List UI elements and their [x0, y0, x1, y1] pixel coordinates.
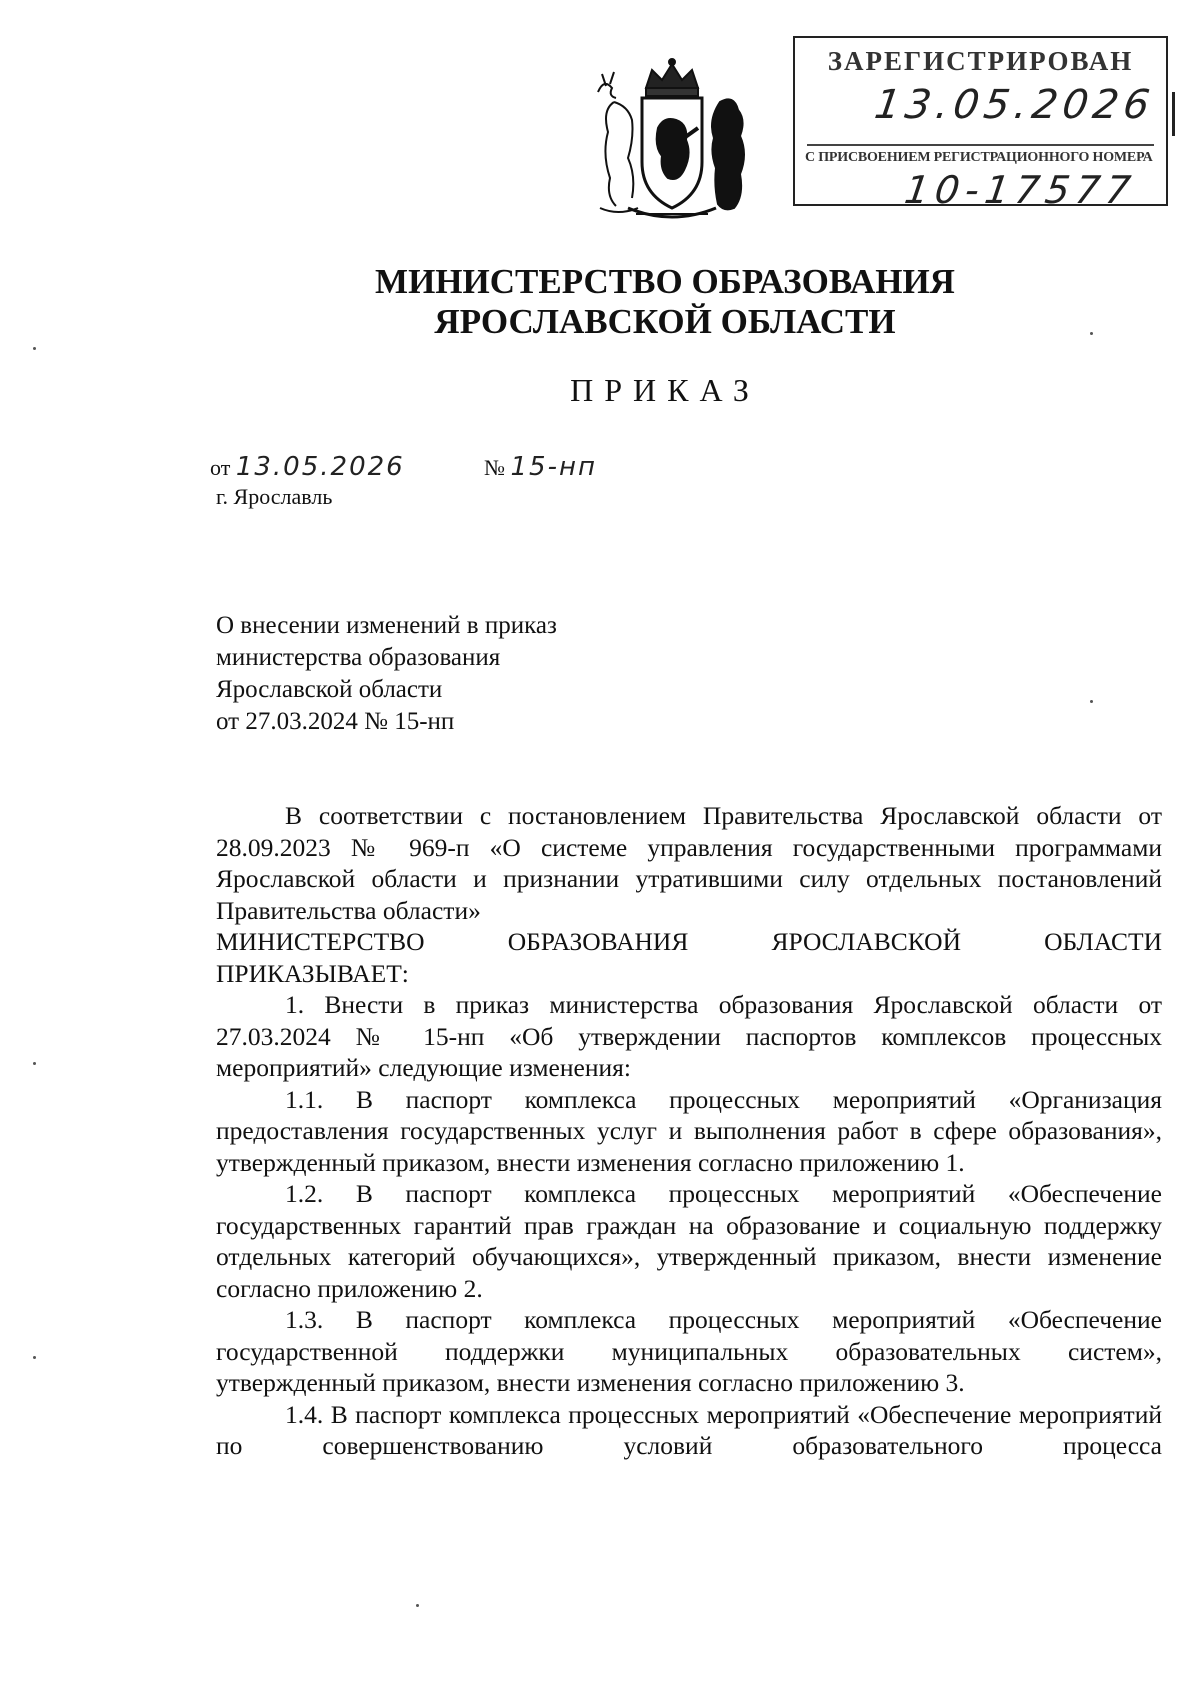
stamp-title: ЗАРЕГИСТРИРОВАН — [827, 46, 1134, 76]
scan-speck — [1090, 332, 1093, 335]
preamble-paragraph: В соответствии с постановлением Правительства Ярославской области от 28.09.2023 № 969-п «О системе управления государственными программами Ярославской области и признании утратившими силу отдельных постановлений Правительства области» — [216, 801, 1162, 925]
subject-line: Ярославской области — [216, 676, 443, 703]
scan-speck — [1090, 700, 1093, 703]
item-1-3: 1.3. В паспорт комплекса процессных мероприятий «Обеспечение государственной поддержки муниципальных образовательных систем», утвержденный приказом, внести изменения согласно приложению 3. — [216, 1305, 1162, 1397]
item-1-2: 1.2. В паспорт комплекса процессных мероприятий «Обеспечение государственных гарантий прав граждан на образование и социальную поддержку отдельных категорий обучающихся», утвержденный приказом, внести изменение согласно приложению 2. — [216, 1179, 1162, 1303]
item-1-1: 1.1. В паспорт комплекса процессных мероприятий «Организация предоставления государственных услуг и выполнения работ в сфере образования», утвержденный приказом, внести изменения согласно приложению 1. — [216, 1084, 1162, 1177]
order-date — [210, 452, 405, 482]
item-1: 1. Внести в приказ министерства образования Ярославской области от 27.03.2024 № 15-нп «Об утверждении паспортов комплексов процессных мероприятий» следующие изменения: — [216, 990, 1162, 1082]
order-body — [216, 800, 1162, 1462]
order-number-value: 15-нп — [510, 452, 597, 482]
order-number-prefix: № — [484, 455, 505, 480]
stamp-edge-mark — [1172, 92, 1175, 136]
document-type: ПРИКАЗ — [570, 372, 760, 408]
item-1-4: 1.4. В паспорт комплекса процессных мероприятий «Обеспечение мероприятий по совершенствованию условий образовательного процесса — [216, 1399, 1162, 1460]
stamp-subtitle: С ПРИСВОЕНИЕМ РЕГИСТРАЦИОННОГО НОМЕРА — [805, 150, 1153, 165]
ministry-title-line1: МИНИСТЕРСТВО ОБРАЗОВАНИЯ — [375, 262, 955, 301]
yaroslavl-coat-of-arms-icon — [588, 58, 756, 220]
registration-stamp — [793, 36, 1168, 212]
scan-speck — [416, 1604, 419, 1607]
order-date-value: 13.05.2026 — [235, 452, 405, 482]
scan-speck — [33, 1062, 36, 1065]
stamp-number: 10-17577 — [901, 168, 1140, 212]
order-date-prefix: от — [210, 455, 231, 480]
subject-line: от 27.03.2024 № 15-нп — [216, 708, 455, 735]
scan-speck — [33, 1356, 36, 1359]
ministry-title — [0, 262, 1200, 342]
order-city: г. Ярославль — [216, 484, 333, 509]
order-number — [484, 452, 597, 482]
stamp-date: 13.05.2026 — [871, 82, 1158, 128]
stamp-underline — [807, 144, 1154, 146]
subject-line: министерства образования — [216, 644, 501, 671]
order-subject — [216, 610, 557, 738]
orders-heading-line1: МИНИСТЕРСТВО ОБРАЗОВАНИЯ ЯРОСЛАВСКОЙ ОБЛАСТИ — [216, 927, 1162, 956]
scan-speck — [33, 347, 36, 350]
ministry-title-line2: ЯРОСЛАВСКОЙ ОБЛАСТИ — [434, 302, 896, 341]
subject-line: О внесении изменений в приказ — [216, 612, 557, 639]
orders-heading-line2: ПРИКАЗЫВАЕТ: — [216, 958, 409, 988]
